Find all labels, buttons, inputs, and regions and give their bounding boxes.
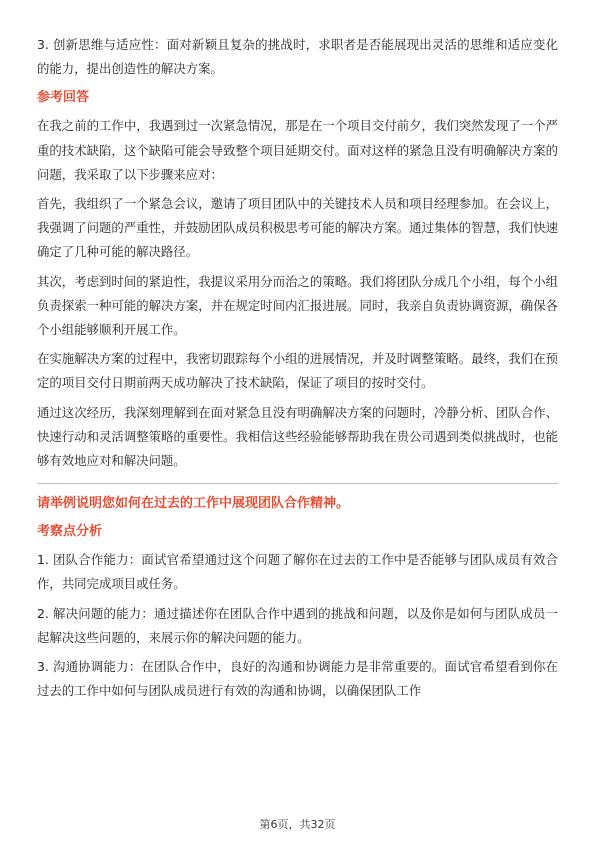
answer-paragraph: 其次，考虑到时间的紧迫性，我提议采用分而治之的策略。我们将团队分成几个小组，每个小组负责探索一种可能的解决方案，并在规定时间内汇报进展。同时，我亲自负责协调资源，确保各个小组能够顺利开展工作。 (37, 273, 558, 338)
page-content (37, 33, 558, 708)
analysis-item: 3. 沟通协调能力：在团队合作中，良好的沟通和协调能力是非常重要的。面试官希望看到你在过去的工作中如何与团队成员进行有效的沟通和协调，以确保团队工作 (37, 659, 558, 699)
reference-answer-heading: 参考回答 (37, 90, 90, 106)
analysis-heading: 考察点分析 (37, 524, 103, 540)
analysis-item: 1. 团队合作能力：面试官希望通过这个问题了解你在过去的工作中是否能够与团队成员有效合作，共同完成项目或任务。 (37, 552, 558, 592)
analysis-item: 2. 解决问题的能力：通过描述你在团队合作中遇到的挑战和问题，以及你是如何与团队成员一起解决这些问题的，来展示你的解决问题的能力。 (37, 605, 558, 645)
answer-paragraph: 通过这次经历，我深刻理解到在面对紧急且没有明确解决方案的问题时，冷静分析、团队合作、快速行动和灵活调整策略的重要性。我相信这些经验能够帮助我在贵公司遇到类似挑战时，也能够有效地应对和解决问题。 (37, 404, 558, 469)
criteria-item-3: 3. 创新思维与适应性：面对新颖且复杂的挑战时，求职者是否能展现出灵活的思维和适应变化的能力，提出创造性的解决方案。 (37, 37, 558, 77)
answer-paragraph: 首先，我组织了一个紧急会议，邀请了项目团队中的关键技术人员和项目经理参加。在会议上，我强调了问题的严重性，并鼓励团队成员积极思考可能的解决方案。通过集体的智慧，我们快速确定了几种可能的解决路径。 (37, 196, 558, 260)
page-number: 第6页，共32页 (259, 818, 336, 831)
section-divider (37, 483, 558, 484)
interview-question: 请举例说明您如何在过去的工作中展现团队合作精神。 (37, 496, 350, 512)
answer-paragraph: 在实施解决方案的过程中，我密切跟踪每个小组的进展情况，并及时调整策略。最终，我们在预定的项目交付日期前两天成功解决了技术缺陷，保证了项目的按时交付。 (37, 351, 558, 391)
answer-paragraph: 在我之前的工作中，我遇到过一次紧急情况，那是在一个项目交付前夕，我们突然发现了一个严重的技术缺陷，这个缺陷可能会导致整个项目延期交付。面对这样的紧急且没有明确解决方案的问题，我采取了以下步骤来应对： (37, 118, 558, 182)
